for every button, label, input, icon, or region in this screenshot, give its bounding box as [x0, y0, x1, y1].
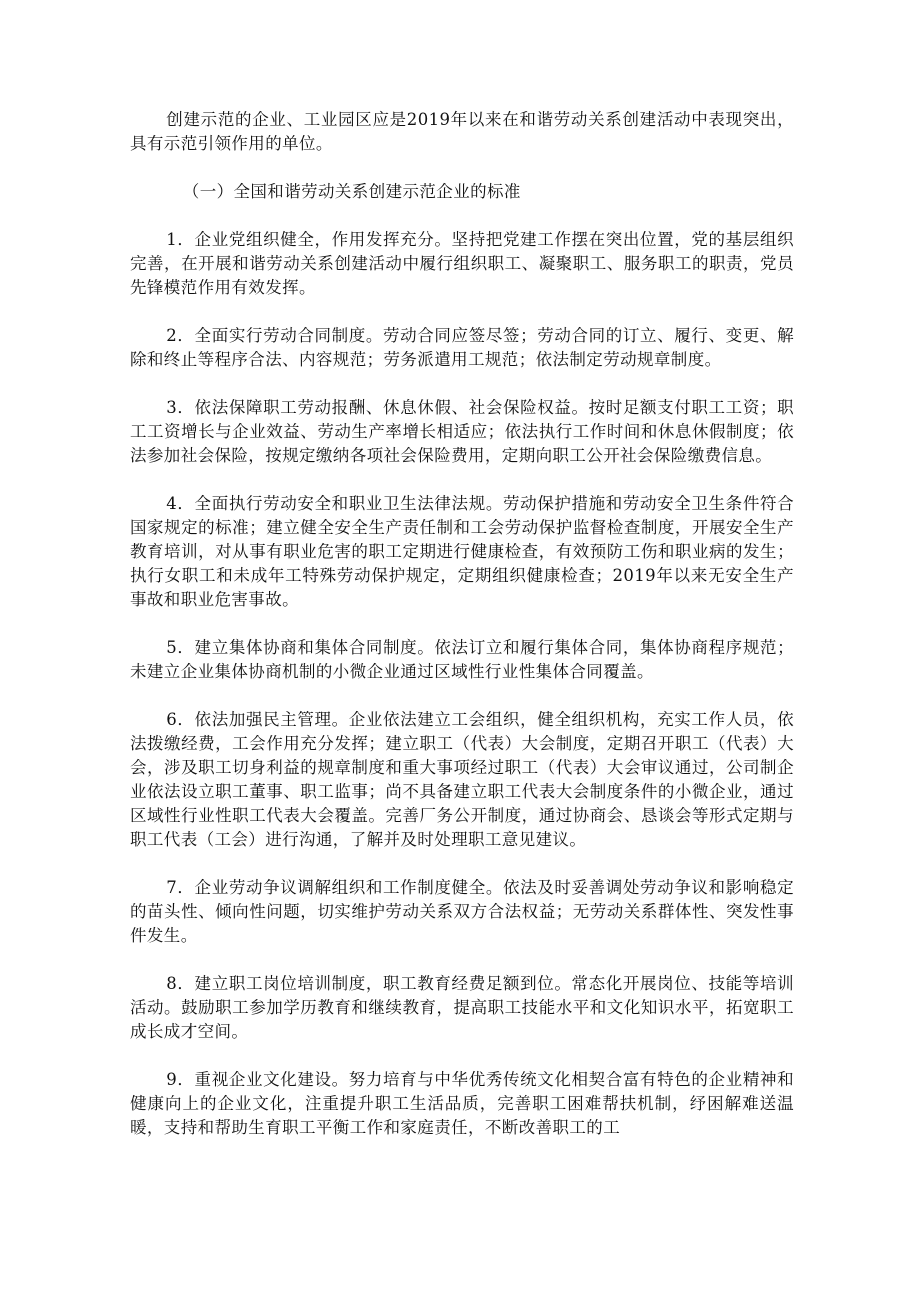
- standard-item-9: 9．重视企业文化建设。努力培育与中华优秀传统文化相契合富有特色的企业精神和健康向上的企业文化，注重提升职工生活品质，完善职工困难帮扶机制，纾困解难送温暖，支持和帮助生育职工平衡工作和家庭责任，不断改善职工的工: [130, 1070, 794, 1137]
- standard-item-5: 5．建立集体协商和集体合同制度。依法订立和履行集体合同，集体协商程序规范；未建立企业集体协商机制的小微企业通过区域性行业性集体合同覆盖。: [130, 638, 794, 681]
- standard-item-4: 4．全面执行劳动安全和职业卫生法律法规。劳动保护措施和劳动安全卫生条件符合国家规定的标准；建立健全安全生产责任制和工会劳动保护监督检查制度，开展安全生产教育培训，对从事有职业危害的职工定期进行健康检查，有效预防工伤和职业病的发生；执行女职工和未成年工特殊劳动保护规定，定期组织健康检查；2019年以来无安全生产事故和职业危害事故。: [130, 494, 794, 609]
- intro-paragraph: 创建示范的企业、工业园区应是2019年以来在和谐劳动关系创建活动中表现突出，具有示范引领作用的单位。: [130, 110, 794, 153]
- section-heading: （一）全国和谐劳动关系创建示范企业的标准: [182, 182, 521, 201]
- standard-item-1: 1．企业党组织健全，作用发挥充分。坚持把党建工作摆在突出位置，党的基层组织完善，在开展和谐劳动关系创建活动中履行组织职工、凝聚职工、服务职工的职责，党员先锋模范作用有效发挥。: [130, 230, 794, 297]
- standard-item-2: 2．全面实行劳动合同制度。劳动合同应签尽签；劳动合同的订立、履行、变更、解除和终止等程序合法、内容规范；劳务派遣用工规范；依法制定劳动规章制度。: [130, 326, 794, 369]
- standard-item-6: 6．依法加强民主管理。企业依法建立工会组织，健全组织机构，充实工作人员，依法拨缴经费，工会作用充分发挥；建立职工（代表）大会制度，定期召开职工（代表）大会，涉及职工切身利益的规章制度和重大事项经过职工（代表）大会审议通过，公司制企业依法设立职工董事、职工监事；尚不具备建立职工代表大会制度条件的小微企业，通过区域性行业性职工代表大会覆盖。完善厂务公开制度，通过协商会、恳谈会等形式定期与职工代表（工会）进行沟通，了解并及时处理职工意见建议。: [130, 710, 794, 849]
- standard-item-3: 3．依法保障职工劳动报酬、休息休假、社会保险权益。按时足额支付职工工资；职工工资增长与企业效益、劳动生产率增长相适应；依法执行工作时间和休息休假制度；依法参加社会保险，按规定缴纳各项社会保险费用，定期向职工公开社会保险缴费信息。: [130, 398, 794, 465]
- standard-item-7: 7．企业劳动争议调解组织和工作制度健全。依法及时妥善调处劳动争议和影响稳定的苗头性、倾向性问题，切实维护劳动关系双方合法权益；无劳动关系群体性、突发性事件发生。: [130, 878, 794, 945]
- standard-item-8: 8．建立职工岗位培训制度，职工教育经费足额到位。常态化开展岗位、技能等培训活动。鼓励职工参加学历教育和继续教育，提高职工技能水平和文化知识水平，拓宽职工成长成才空间。: [130, 974, 794, 1041]
